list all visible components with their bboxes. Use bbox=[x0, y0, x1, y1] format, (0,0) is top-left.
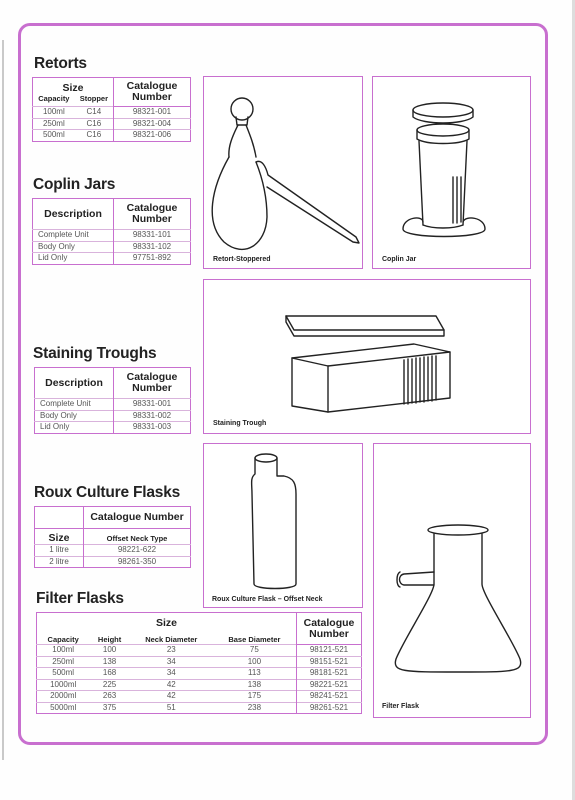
capacity-cell: 100ml bbox=[33, 107, 75, 119]
table-row bbox=[35, 410, 191, 422]
table-row bbox=[37, 679, 362, 691]
retort-neck-right bbox=[246, 125, 256, 157]
troughs-heading: Staining Troughs bbox=[33, 345, 157, 362]
retort-arm bbox=[256, 161, 359, 243]
catalogue-cell: 98321-004 bbox=[114, 118, 191, 130]
table-row bbox=[37, 691, 362, 703]
trough-lid-top bbox=[286, 316, 444, 330]
filter-base-header: Base Diameter bbox=[228, 635, 281, 644]
description-cell: Complete Unit bbox=[35, 399, 114, 411]
trough-ribs bbox=[404, 356, 436, 404]
coplin-jar-collar bbox=[417, 130, 469, 144]
description-cell: Body Only bbox=[35, 410, 114, 422]
trough-body-top bbox=[292, 344, 450, 366]
troughs-description-header: Description bbox=[45, 376, 103, 389]
retorts-catalogue-header: Catalogue Number bbox=[114, 78, 191, 107]
catalogue-cell: 98321-001 bbox=[114, 107, 191, 119]
neck-cell: 51 bbox=[130, 702, 213, 714]
table-row bbox=[33, 241, 191, 253]
filter-flask-body bbox=[395, 534, 520, 672]
description-cell: Body Only bbox=[33, 241, 114, 253]
capacity-cell: 5000ml bbox=[37, 702, 90, 714]
troughs-table bbox=[34, 367, 191, 434]
base-cell: 100 bbox=[213, 656, 297, 668]
catalogue-cell: 98321-006 bbox=[114, 130, 191, 142]
coplin-table bbox=[32, 198, 191, 265]
neck-cell: 23 bbox=[130, 645, 213, 657]
coplin-slots bbox=[453, 177, 461, 223]
height-cell: 375 bbox=[89, 702, 129, 714]
height-cell: 138 bbox=[89, 656, 129, 668]
catalogue-cell: 98221-622 bbox=[84, 545, 191, 557]
description-cell: Lid Only bbox=[33, 253, 114, 265]
filter-size-header: Size bbox=[155, 617, 177, 629]
retort-stopper-neck bbox=[236, 117, 248, 125]
retort-figure-box bbox=[203, 76, 363, 269]
coplin-heading: Coplin Jars bbox=[33, 176, 116, 193]
height-cell: 225 bbox=[89, 679, 129, 691]
roux-heading: Roux Culture Flasks bbox=[34, 484, 181, 501]
trough-lid-edge bbox=[286, 316, 444, 336]
base-cell: 175 bbox=[213, 691, 297, 703]
capacity-cell: 500ml bbox=[37, 668, 90, 680]
roux-blank-header bbox=[35, 507, 84, 529]
catalogue-cell: 98261-521 bbox=[297, 702, 362, 714]
stopper-cell: C16 bbox=[75, 130, 114, 142]
roux-catalogue-header: Catalogue Number bbox=[84, 507, 191, 529]
height-cell: 100 bbox=[89, 645, 129, 657]
catalogue-cell: 98121-521 bbox=[297, 645, 362, 657]
roux-table bbox=[34, 506, 191, 568]
base-cell: 75 bbox=[213, 645, 297, 657]
roux-body bbox=[252, 458, 296, 589]
stopper-cell: C14 bbox=[75, 107, 114, 119]
neck-cell: 42 bbox=[130, 679, 213, 691]
table-row bbox=[37, 645, 362, 657]
roux-illustration bbox=[204, 444, 362, 606]
filter-capacity-header: Capacity bbox=[47, 635, 79, 644]
retort-illustration bbox=[204, 77, 362, 267]
coplin-base bbox=[403, 218, 485, 237]
capacity-cell: 1000ml bbox=[37, 679, 90, 691]
height-cell: 168 bbox=[89, 668, 129, 680]
table-row bbox=[35, 422, 191, 434]
description-cell: Complete Unit bbox=[33, 230, 114, 242]
retorts-heading: Retorts bbox=[34, 55, 87, 72]
catalogue-cell: 98331-003 bbox=[114, 422, 191, 434]
table-row bbox=[35, 399, 191, 411]
table-row bbox=[37, 656, 362, 668]
filter-flask-mouth bbox=[428, 525, 488, 535]
coplin-description-header: Description bbox=[44, 207, 102, 220]
retort-stopper-knob bbox=[231, 98, 253, 120]
neck-cell: 34 bbox=[130, 668, 213, 680]
capacity-cell: 2000ml bbox=[37, 691, 90, 703]
page-edge-shadow bbox=[2, 40, 4, 760]
table-row bbox=[33, 230, 191, 242]
troughs-catalogue-header: Catalogue Number bbox=[114, 368, 191, 399]
catalogue-cell: 98241-521 bbox=[297, 691, 362, 703]
table-row bbox=[33, 253, 191, 265]
catalogue-cell: 98261-350 bbox=[84, 556, 191, 568]
trough-figure-box bbox=[203, 279, 531, 434]
stopper-cell: C16 bbox=[75, 118, 114, 130]
catalogue-cell: 98331-001 bbox=[114, 399, 191, 411]
filter-flask-illustration bbox=[374, 444, 530, 716]
catalogue-cell: 98331-002 bbox=[114, 410, 191, 422]
capacity-cell: 250ml bbox=[33, 118, 75, 130]
roux-caption: Roux Culture Flask – Offset Neck bbox=[212, 596, 323, 603]
trough-caption: Staining Trough bbox=[213, 420, 267, 427]
filter-neck-header: Neck Diameter bbox=[145, 635, 198, 644]
catalogue-cell: 97751-892 bbox=[114, 253, 191, 265]
neck-cell: 34 bbox=[130, 656, 213, 668]
catalogue-cell: 98331-102 bbox=[114, 241, 191, 253]
neck-cell: 42 bbox=[130, 691, 213, 703]
coplin-body-sides bbox=[419, 141, 467, 225]
roux-size-header: Size bbox=[48, 532, 70, 544]
table-row bbox=[37, 668, 362, 680]
table-row bbox=[37, 702, 362, 714]
roux-type-header: Offset Neck Type bbox=[84, 529, 191, 545]
base-cell: 238 bbox=[213, 702, 297, 714]
retorts-capacity-header: Capacity bbox=[38, 94, 70, 103]
filter-heading: Filter Flasks bbox=[36, 590, 124, 607]
filter-catalogue-header: Catalogue Number bbox=[297, 613, 362, 645]
table-row bbox=[33, 107, 191, 119]
coplin-body-bottom bbox=[423, 225, 463, 228]
filter-figure-box bbox=[373, 443, 531, 718]
capacity-cell: 500ml bbox=[33, 130, 75, 142]
retorts-stopper-header: Stopper bbox=[79, 94, 109, 103]
coplin-catalogue-header: Catalogue Number bbox=[114, 199, 191, 230]
base-cell: 113 bbox=[213, 668, 297, 680]
filter-table bbox=[36, 612, 362, 714]
table-row bbox=[33, 118, 191, 130]
coplin-figure-box bbox=[372, 76, 531, 269]
table-row bbox=[35, 556, 191, 568]
roux-neck-top bbox=[255, 454, 277, 462]
coplin-caption: Coplin Jar bbox=[382, 256, 417, 263]
retort-caption: Retort-Stoppered bbox=[213, 256, 271, 263]
coplin-jar-rim bbox=[417, 124, 469, 136]
table-row bbox=[33, 130, 191, 142]
catalogue-cell: 98331-101 bbox=[114, 230, 191, 242]
size-cell: 1 litre bbox=[35, 545, 84, 557]
catalogue-cell: 98181-521 bbox=[297, 668, 362, 680]
trough-illustration bbox=[204, 280, 530, 432]
filter-height-header: Height bbox=[97, 635, 122, 644]
trough-body-front bbox=[292, 358, 328, 412]
description-cell: Lid Only bbox=[35, 422, 114, 434]
filter-caption: Filter Flask bbox=[382, 703, 419, 710]
retort-bulb bbox=[212, 157, 267, 249]
filter-flask-side-arm bbox=[400, 572, 435, 585]
size-cell: 2 litre bbox=[35, 556, 84, 568]
retort-neck-left bbox=[229, 125, 238, 157]
table-row bbox=[35, 545, 191, 557]
catalogue-cell: 98151-521 bbox=[297, 656, 362, 668]
capacity-cell: 250ml bbox=[37, 656, 90, 668]
height-cell: 263 bbox=[89, 691, 129, 703]
coplin-lid-top bbox=[413, 103, 473, 117]
retorts-table bbox=[32, 77, 191, 142]
capacity-cell: 100ml bbox=[37, 645, 90, 657]
retorts-size-header: Size bbox=[62, 82, 84, 94]
base-cell: 138 bbox=[213, 679, 297, 691]
coplin-illustration bbox=[373, 77, 530, 267]
catalogue-cell: 98221-521 bbox=[297, 679, 362, 691]
roux-figure-box bbox=[203, 443, 363, 608]
